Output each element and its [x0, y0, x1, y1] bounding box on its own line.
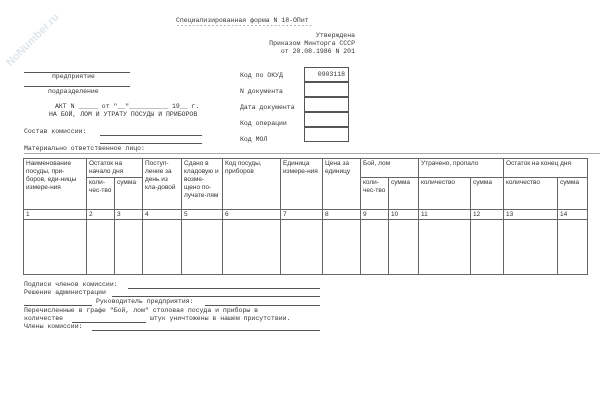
header-end-balance: Остаток на конец дня [504, 159, 588, 178]
approved-label: Утверждена [315, 32, 355, 39]
header-broken-qty: коли-чес-тво [361, 178, 389, 210]
decision-label: Решение администрации [24, 289, 106, 296]
header-lost-qty: количество [419, 178, 471, 210]
col-number: 13 [504, 210, 558, 220]
listed-text: Перечисленные в графе "Бой, лом" столовая посуда и приборы в [24, 307, 259, 314]
items-table [23, 158, 588, 275]
signatures-label: Подписи членов комиссии: [24, 281, 118, 288]
code-field-okud[interactable]: 0903118 [304, 67, 349, 82]
header-start-sum: сумма [115, 178, 143, 210]
col-number: 10 [389, 210, 419, 220]
header-name: Наименование посуды, при-боров, еди-ницы измере-ния [24, 159, 87, 210]
code-field-operation[interactable] [304, 112, 349, 127]
col-number: 7 [281, 210, 323, 220]
commission-label: Состав комиссии: [24, 128, 87, 135]
form-title: Специализированная форма N 18-ОПит [176, 17, 309, 24]
destroyed-text: штук уничтожены в нашем присутствии. [150, 315, 291, 322]
col-number: 4 [143, 210, 182, 220]
header-returned: Сдано в кладовую и возме-щено по-лучате-лям [182, 159, 223, 210]
head-label: Руководитель предприятия: [96, 298, 194, 305]
header-start-qty: коли-чес-тво [87, 178, 115, 210]
col-number: 3 [115, 210, 143, 220]
code-field-mol[interactable] [304, 127, 349, 142]
act-number-line: АКТ N _____ от "__"__________ 19__ г. [55, 103, 200, 110]
code-field-doc-date[interactable] [304, 97, 349, 112]
header-received: Поступ-ление за день из кла-довой [143, 159, 182, 210]
col-number: 12 [471, 210, 504, 220]
col-number: 5 [182, 210, 223, 220]
header-start-balance: Остаток на начало дня [87, 159, 143, 178]
col-number: 8 [323, 210, 361, 220]
watermark: NoNumber.ru [3, 11, 62, 69]
header-lost: Утрачено, пропало [419, 159, 504, 178]
col-number: 6 [223, 210, 281, 220]
col-number: 2 [87, 210, 115, 220]
members-label: Члены комиссии: [24, 323, 83, 330]
header-broken: Бой, лом [361, 159, 419, 178]
header-unit: Единица измере-ния [281, 159, 323, 210]
quantity-label: количестве [24, 315, 64, 322]
header-end-sum: сумма [558, 178, 588, 210]
code-label-doc-number: N документа [240, 88, 283, 95]
col-number: 14 [558, 210, 588, 220]
header-broken-sum: сумма [389, 178, 419, 210]
code-label-mol: Код МОЛ [240, 136, 268, 143]
order-label: Приказом Минторга СССР [269, 40, 355, 47]
code-label-operation: Код операции [240, 120, 287, 127]
code-label-doc-date: Дата документа [240, 104, 295, 111]
table-row[interactable] [24, 220, 588, 275]
divider: ----------------------------------- [176, 22, 313, 29]
enterprise-label: предприятие [52, 73, 95, 80]
order-date: от 20.08.1986 N 201 [280, 48, 355, 55]
code-field-doc-number[interactable] [304, 82, 349, 97]
code-label-okud: Код по ОКУД [240, 72, 283, 79]
header-price: Цена за единицу [323, 159, 361, 210]
responsible-label: Материально ответственное лицо: [24, 145, 145, 152]
col-number: 9 [361, 210, 389, 220]
column-numbers-row [24, 210, 588, 220]
act-title: НА БОЙ, ЛОМ И УТРАТУ ПОСУДЫ И ПРИБОРОВ [49, 111, 198, 118]
header-lost-sum: сумма [471, 178, 504, 210]
header-code: Код посуды, приборов [223, 159, 281, 210]
col-number: 1 [24, 210, 87, 220]
division-label: подразделение [48, 88, 99, 95]
header-end-qty: количество [504, 178, 558, 210]
col-number: 11 [419, 210, 471, 220]
